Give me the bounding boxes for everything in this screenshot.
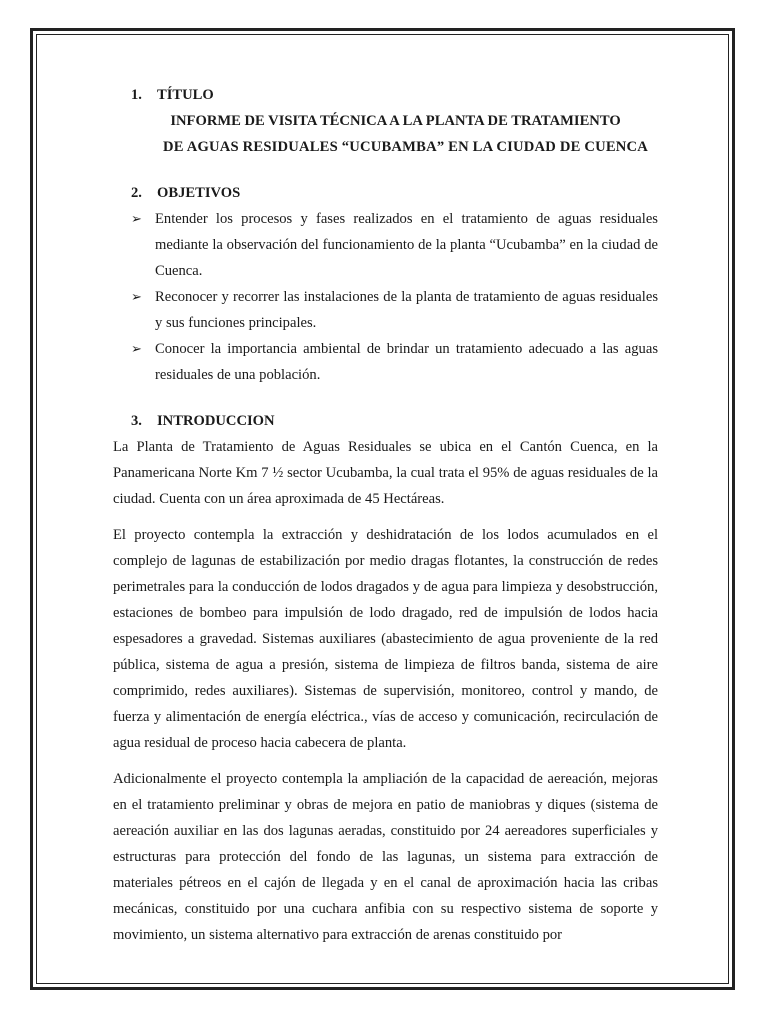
objectives-list bbox=[113, 206, 658, 388]
section-heading-introduccion bbox=[113, 408, 658, 434]
section-heading-text: TÍTULO bbox=[157, 87, 214, 103]
objective-text: Entender los procesos y fases realizados en el tratamiento de aguas residuales mediante la observación del funcionamiento de la planta “Ucubamba” en la ciudad de Cuenca. bbox=[155, 211, 658, 279]
arrow-bullet-icon: ➢ bbox=[131, 211, 142, 226]
section-heading-objetivos bbox=[113, 180, 658, 206]
intro-paragraph: El proyecto contempla la extracción y deshidratación de los lodos acumulados en el complejo de lagunas de estabilización por medio dragas flotantes, la construcción de redes perimetrales para la conducción de lodos dragados y de agua para limpieza y desobstrucción, estaciones de bombeo para impulsión de lodo dragado, red de impulsión de lodos hacia espesadores a gravedad. Sistemas auxiliares (abastecimiento de agua proveniente de la red pública, sistema de agua a presión, sistema de limpieza de filtros banda, sistema de aire comprimido, redes auxiliares). Sistemas de supervisión, monitoreo, control y mando, de fuerza y alimentación de energía eléctrica., vías de acceso y comunicación, recirculación de agua residual de proceso hacia cabecera de planta. bbox=[113, 527, 658, 751]
report-title-line-2: DE AGUAS RESIDUALES “UCUBAMBA” EN LA CIUDAD DE CUENCA bbox=[163, 139, 648, 155]
section-heading-text: INTRODUCCION bbox=[157, 413, 275, 429]
section-number: 3. bbox=[131, 413, 142, 429]
document-body bbox=[113, 82, 658, 958]
objective-text: Reconocer y recorrer las instalaciones de la planta de tratamiento de aguas residuales y sus funciones principales. bbox=[155, 289, 658, 331]
section-heading-titulo bbox=[113, 82, 658, 108]
objective-text: Conocer la importancia ambiental de brindar un tratamiento adecuado a las aguas residuales de una población. bbox=[155, 341, 658, 383]
list-item bbox=[131, 336, 658, 388]
section-number: 1. bbox=[131, 87, 142, 103]
section-number: 2. bbox=[131, 185, 142, 201]
list-item bbox=[131, 206, 658, 284]
list-item bbox=[131, 284, 658, 336]
intro-paragraph: La Planta de Tratamiento de Aguas Residuales se ubica en el Cantón Cuenca, en la Panamericana Norte Km 7 ½ sector Ucubamba, la cual trata el 95% de aguas residuales de la ciudad. Cuenta con un área aproximada de 45 Hectáreas. bbox=[113, 439, 658, 507]
section-heading-text: OBJETIVOS bbox=[157, 185, 241, 201]
arrow-bullet-icon: ➢ bbox=[131, 341, 142, 356]
report-title-line-1: INFORME DE VISITA TÉCNICA A LA PLANTA DE TRATAMIENTO bbox=[170, 113, 621, 129]
intro-paragraph: Adicionalmente el proyecto contempla la ampliación de la capacidad de aereación, mejoras en el tratamiento preliminar y obras de mejora en patio de maniobras y diques (sistema de aereación auxiliar en las dos lagunas aeradas, constituido por 24 aereadores superficiales y estructuras para protección del fondo de las lagunas, un sistema para extracción de materiales pétreos en el cajón de llegada y en el canal de aproximación hacia las cribas mecánicas, constituido por una cuchara anfibia con su respectivo sistema de soporte y movimiento, un sistema alternativo para extracción de arenas constituido por bbox=[113, 771, 658, 943]
arrow-bullet-icon: ➢ bbox=[131, 289, 142, 304]
